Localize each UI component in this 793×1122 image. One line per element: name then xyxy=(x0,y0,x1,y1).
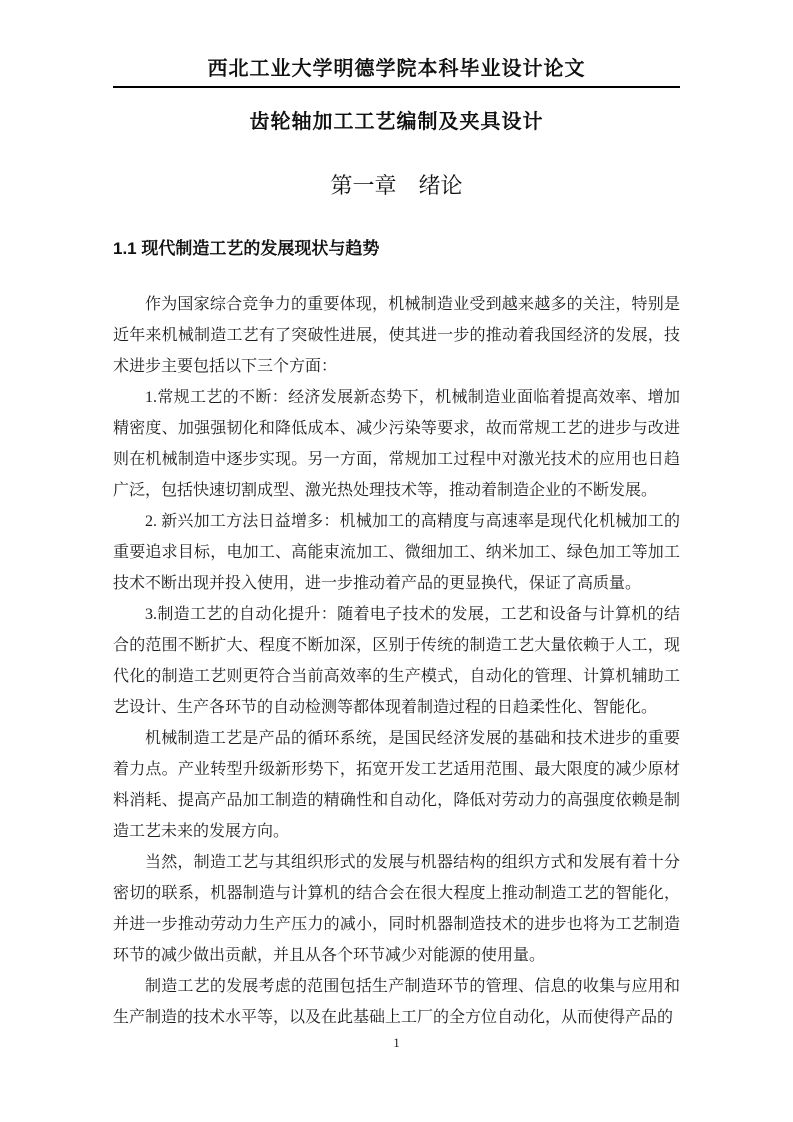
thesis-title: 齿轮轴加工工艺编制及夹具设计 xyxy=(249,111,544,133)
body-text xyxy=(113,289,680,1033)
header-text: 西北工业大学明德学院本科毕业设计论文 xyxy=(207,58,586,80)
chapter-heading: 第一章 绪论 xyxy=(330,173,463,198)
paragraph-intro: 作为国家综合竞争力的重要体现，机械制造业受到越来越多的关注，特别是近年来机械制造工艺有了突破性进展，使其进一步的推动着我国经济的发展，技术进步主要包括以下三个方面： xyxy=(113,296,680,375)
paragraph-point-2: 2. 新兴加工方法日益增多：机械加工的高精度与高速率是现代化机械加工的重要追求目标，电加工、高能束流加工、微细加工、纳米加工、绿色加工等加工技术不断出现并投入使用，进一步推动着产品的更显换代，保证了高质量。 xyxy=(113,513,680,592)
page-number: 1 xyxy=(393,1035,400,1050)
section-heading: 1.1 现代制造工艺的发展现状与趋势 xyxy=(113,239,380,258)
page-header xyxy=(113,57,680,88)
header-divider xyxy=(113,86,680,88)
paragraph-organization: 当然，制造工艺与其组织形式的发展与机器结构的组织方式和发展有着十分密切的联系，机器制造与计算机的结合会在很大程度上推动制造工艺的智能化，并进一步推动劳动力生产压力的减小，同时机器制造技术的进步也将为工艺制造环节的减少做出贡献，并且从各个环节减少对能源的使用量。 xyxy=(113,854,680,964)
paragraph-point-1: 1.常规工艺的不断：经济发展新态势下，机械制造业面临着提高效率、增加精密度、加强强韧化和降低成本、减少污染等要求，故而常规工艺的进步与改进则在机械制造中逐步实现。另一方面，常规加工过程中对激光技术的应用也日趋广泛，包括快速切割成型、激光热处理技术等，推动着制造企业的不断发展。 xyxy=(113,389,680,499)
paragraph-scope: 制造工艺的发展考虑的范围包括生产制造环节的管理、信息的收集与应用和生产制造的技术水平等，以及在此基础上工厂的全方位自动化，从而使得产品的 xyxy=(113,978,680,1026)
paragraph-industry: 机械制造工艺是产品的循环系统，是国民经济发展的基础和技术进步的重要着力点。产业转型升级新形势下，拓宽开发工艺适用范围、最大限度的减少原材料消耗、提高产品加工制造的精确性和自动化，降低对劳动力的高强度依赖是制造工艺未来的发展方向。 xyxy=(113,730,680,840)
paragraph-point-3: 3.制造工艺的自动化提升：随着电子技术的发展，工艺和设备与计算机的结合的范围不断扩大、程度不断加深，区别于传统的制造工艺大量依赖于人工，现代化的制造工艺则更符合当前高效率的生产模式，自动化的管理、计算机辅助工艺设计、生产各环节的自动检测等都体现着制造过程的日趋柔性化、智能化。 xyxy=(113,606,680,716)
